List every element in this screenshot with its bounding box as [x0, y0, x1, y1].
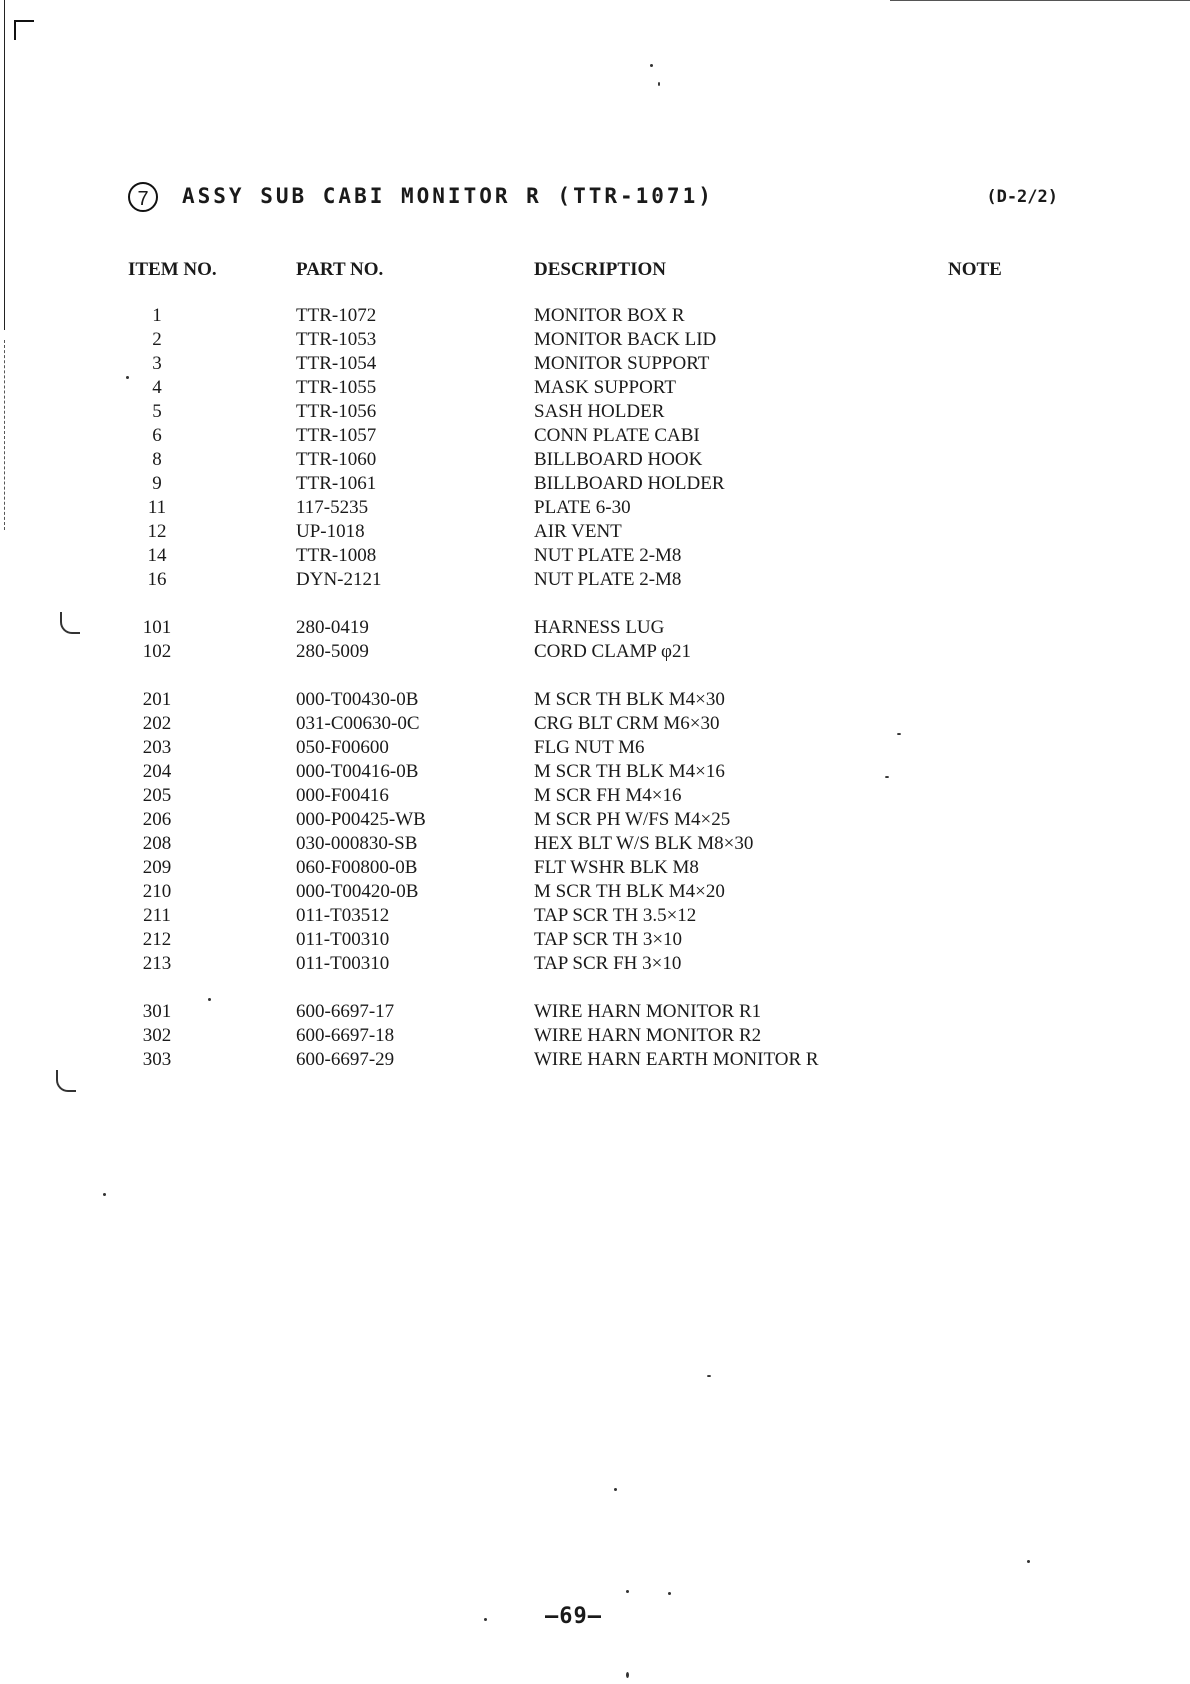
note-cell	[948, 640, 1048, 664]
scan-speck	[626, 1590, 629, 1593]
part-no-cell: UP-1018	[296, 521, 365, 542]
part-no-cell: TTR-1055	[296, 377, 377, 398]
description-cell: WIRE HARN EARTH MONITOR R	[534, 1049, 819, 1070]
item-no-cell: 202	[142, 713, 172, 734]
table-row	[128, 472, 1048, 496]
table-row	[128, 520, 1048, 544]
scan-speck	[650, 64, 653, 67]
part-no-cell: 600-6697-17	[296, 1001, 395, 1022]
note-cell	[948, 448, 1048, 472]
note-cell	[948, 352, 1048, 376]
part-no-cell: TTR-1060	[296, 449, 377, 470]
note-cell	[948, 688, 1048, 712]
item-no-cell: 302	[142, 1025, 172, 1046]
description-cell: NUT PLATE 2-M8	[534, 569, 682, 590]
note-cell	[948, 616, 1048, 640]
table-row	[128, 448, 1048, 472]
scan-speck	[658, 82, 660, 86]
part-no-cell: TTR-1056	[296, 401, 377, 422]
item-no-cell: 303	[142, 1049, 172, 1070]
description-cell: M SCR FH M4×16	[534, 785, 682, 806]
item-no-cell: 12	[147, 521, 167, 542]
note-cell	[948, 712, 1048, 736]
item-no-cell: 211	[143, 905, 171, 926]
item-no-cell: 2	[152, 329, 162, 350]
part-no-cell: 280-5009	[296, 641, 369, 662]
part-no-cell: 000-T00420-0B	[296, 881, 419, 902]
top-edge-rule	[890, 0, 1190, 1]
table-row	[128, 736, 1048, 760]
note-cell	[948, 544, 1048, 568]
description-cell: MONITOR SUPPORT	[534, 353, 710, 374]
table-row	[128, 400, 1048, 424]
item-no-cell: 9	[152, 473, 162, 494]
scan-speck	[626, 1672, 629, 1678]
description-cell: WIRE HARN MONITOR R2	[534, 1025, 762, 1046]
table-row	[128, 904, 1048, 928]
note-cell	[948, 784, 1048, 808]
note-cell	[948, 1000, 1048, 1024]
part-no-cell: 000-F00416	[296, 785, 389, 806]
note-cell	[948, 760, 1048, 784]
note-cell	[948, 1048, 1048, 1072]
note-cell	[948, 808, 1048, 832]
part-no-cell: TTR-1054	[296, 353, 377, 374]
table-row	[128, 616, 1048, 640]
assembly-title: ASSY SUB CABI MONITOR R (TTR-1071)	[182, 184, 714, 208]
item-no-cell: 101	[142, 617, 172, 638]
scan-speck	[208, 998, 211, 1001]
table-row	[128, 376, 1048, 400]
item-no-cell: 208	[142, 833, 172, 854]
part-no-cell: 030-000830-SB	[296, 833, 418, 854]
table-row	[128, 808, 1048, 832]
item-no-cell: 16	[147, 569, 167, 590]
group-spacer-cell	[128, 976, 1048, 1000]
description-cell: M SCR PH W/FS M4×25	[534, 809, 731, 830]
item-no-cell: 11	[147, 497, 167, 518]
note-cell	[948, 328, 1048, 352]
part-no-cell: 031-C00630-0C	[296, 713, 420, 734]
header-part-no: PART NO.	[296, 259, 384, 280]
scan-speck	[126, 376, 129, 379]
table-row	[128, 640, 1048, 664]
description-cell: M SCR TH BLK M4×30	[534, 689, 725, 710]
scan-speck	[614, 1488, 617, 1491]
description-cell: MONITOR BACK LID	[534, 329, 717, 350]
item-no-cell: 301	[142, 1001, 172, 1022]
description-cell: NUT PLATE 2-M8	[534, 545, 682, 566]
part-no-cell: 000-T00416-0B	[296, 761, 419, 782]
note-cell	[948, 400, 1048, 424]
table-row	[128, 856, 1048, 880]
note-cell	[948, 376, 1048, 400]
part-no-cell: 011-T03512	[296, 905, 390, 926]
left-margin-dashes	[4, 340, 6, 530]
item-no-cell: 206	[142, 809, 172, 830]
description-cell: WIRE HARN MONITOR R1	[534, 1001, 762, 1022]
section-heading	[128, 182, 1058, 214]
item-no-cell: 6	[152, 425, 162, 446]
part-no-cell: 117-5235	[296, 497, 369, 518]
description-cell: CORD CLAMP φ21	[534, 641, 692, 662]
item-no-cell: 203	[142, 737, 172, 758]
header-note: NOTE	[948, 259, 1002, 280]
item-no-cell: 102	[142, 641, 172, 662]
table-row	[128, 688, 1048, 712]
hole-punch-mark	[60, 612, 80, 634]
scan-speck	[885, 776, 889, 778]
table-row	[128, 568, 1048, 592]
note-cell	[948, 520, 1048, 544]
description-cell: CRG BLT CRM M6×30	[534, 713, 720, 734]
description-cell: FLG NUT M6	[534, 737, 645, 758]
note-cell	[948, 952, 1048, 976]
scan-speck	[484, 1618, 487, 1621]
part-no-cell: TTR-1061	[296, 473, 377, 494]
left-margin-rule	[4, 0, 5, 330]
item-no-cell: 209	[142, 857, 172, 878]
note-cell	[948, 904, 1048, 928]
scan-speck	[897, 733, 901, 735]
note-cell	[948, 928, 1048, 952]
description-cell: FLT WSHR BLK M8	[534, 857, 699, 878]
hole-punch-mark	[56, 1070, 76, 1092]
scan-speck	[707, 1375, 711, 1377]
table-row	[128, 304, 1048, 328]
table-row	[128, 424, 1048, 448]
note-cell	[948, 424, 1048, 448]
part-no-cell: 000-T00430-0B	[296, 689, 419, 710]
description-cell: HEX BLT W/S BLK M8×30	[534, 833, 754, 854]
table-row	[128, 712, 1048, 736]
note-cell	[948, 1024, 1048, 1048]
description-cell: BILLBOARD HOLDER	[534, 473, 725, 494]
table-row	[128, 880, 1048, 904]
note-cell	[948, 736, 1048, 760]
table-row	[128, 928, 1048, 952]
parts-list-table	[128, 258, 1048, 1072]
item-no-cell: 1	[152, 305, 162, 326]
description-cell: AIR VENT	[534, 521, 622, 542]
description-cell: MONITOR BOX R	[534, 305, 685, 326]
description-cell: PLATE 6-30	[534, 497, 631, 518]
header-description: DESCRIPTION	[534, 259, 666, 280]
table-row	[128, 952, 1048, 976]
note-cell	[948, 304, 1048, 328]
part-no-cell: 000-P00425-WB	[296, 809, 426, 830]
part-no-cell: TTR-1072	[296, 305, 377, 326]
table-row	[128, 496, 1048, 520]
table-row	[128, 1048, 1048, 1072]
scan-speck	[103, 1193, 106, 1196]
group-spacer	[128, 664, 1048, 688]
item-no-cell: 210	[142, 881, 172, 902]
group-spacer-cell	[128, 592, 1048, 616]
item-no-cell: 201	[142, 689, 172, 710]
part-no-cell: 060-F00800-0B	[296, 857, 418, 878]
group-spacer-cell	[128, 664, 1048, 688]
table-row	[128, 1024, 1048, 1048]
note-cell	[948, 472, 1048, 496]
item-no-cell: 213	[142, 953, 172, 974]
item-no-cell: 4	[152, 377, 162, 398]
note-cell	[948, 856, 1048, 880]
table-row	[128, 760, 1048, 784]
item-no-cell: 212	[142, 929, 172, 950]
corner-crop-mark	[14, 20, 34, 40]
table-row	[128, 784, 1048, 808]
description-cell: TAP SCR TH 3.5×12	[534, 905, 697, 926]
description-cell: BILLBOARD HOOK	[534, 449, 703, 470]
description-cell: SASH HOLDER	[534, 401, 665, 422]
description-cell: TAP SCR FH 3×10	[534, 953, 682, 974]
parts-table-body	[128, 304, 1048, 1072]
description-cell: CONN PLATE CABI	[534, 425, 700, 446]
part-no-cell: TTR-1008	[296, 545, 377, 566]
part-no-cell: 011-T00310	[296, 953, 390, 974]
scan-speck	[668, 1592, 671, 1595]
table-row	[128, 328, 1048, 352]
part-no-cell: 600-6697-18	[296, 1025, 395, 1046]
item-no-cell: 8	[152, 449, 162, 470]
description-cell: HARNESS LUG	[534, 617, 665, 638]
part-no-cell: 050-F00600	[296, 737, 389, 758]
part-no-cell: TTR-1057	[296, 425, 377, 446]
note-cell	[948, 880, 1048, 904]
group-spacer	[128, 976, 1048, 1000]
item-no-cell: 3	[152, 353, 162, 374]
section-number-badge: 7	[128, 182, 158, 212]
note-cell	[948, 568, 1048, 592]
item-no-cell: 204	[142, 761, 172, 782]
page-code: (D-2/2)	[986, 187, 1058, 207]
item-no-cell: 205	[142, 785, 172, 806]
page-number: —69—	[545, 1604, 602, 1629]
note-cell	[948, 832, 1048, 856]
part-no-cell: 011-T00310	[296, 929, 390, 950]
description-cell: MASK SUPPORT	[534, 377, 676, 398]
description-cell: M SCR TH BLK M4×20	[534, 881, 725, 902]
description-cell: M SCR TH BLK M4×16	[534, 761, 725, 782]
part-no-cell: TTR-1053	[296, 329, 377, 350]
table-row	[128, 544, 1048, 568]
table-header-row	[128, 258, 1048, 304]
item-no-cell: 14	[147, 545, 167, 566]
description-cell: TAP SCR TH 3×10	[534, 929, 683, 950]
scan-speck	[1027, 1560, 1030, 1563]
part-no-cell: 280-0419	[296, 617, 369, 638]
table-row	[128, 832, 1048, 856]
item-no-cell: 5	[152, 401, 162, 422]
part-no-cell: 600-6697-29	[296, 1049, 395, 1070]
part-no-cell: DYN-2121	[296, 569, 382, 590]
table-row	[128, 352, 1048, 376]
table-row	[128, 1000, 1048, 1024]
group-spacer	[128, 592, 1048, 616]
header-item-no: ITEM NO.	[128, 259, 217, 280]
note-cell	[948, 496, 1048, 520]
